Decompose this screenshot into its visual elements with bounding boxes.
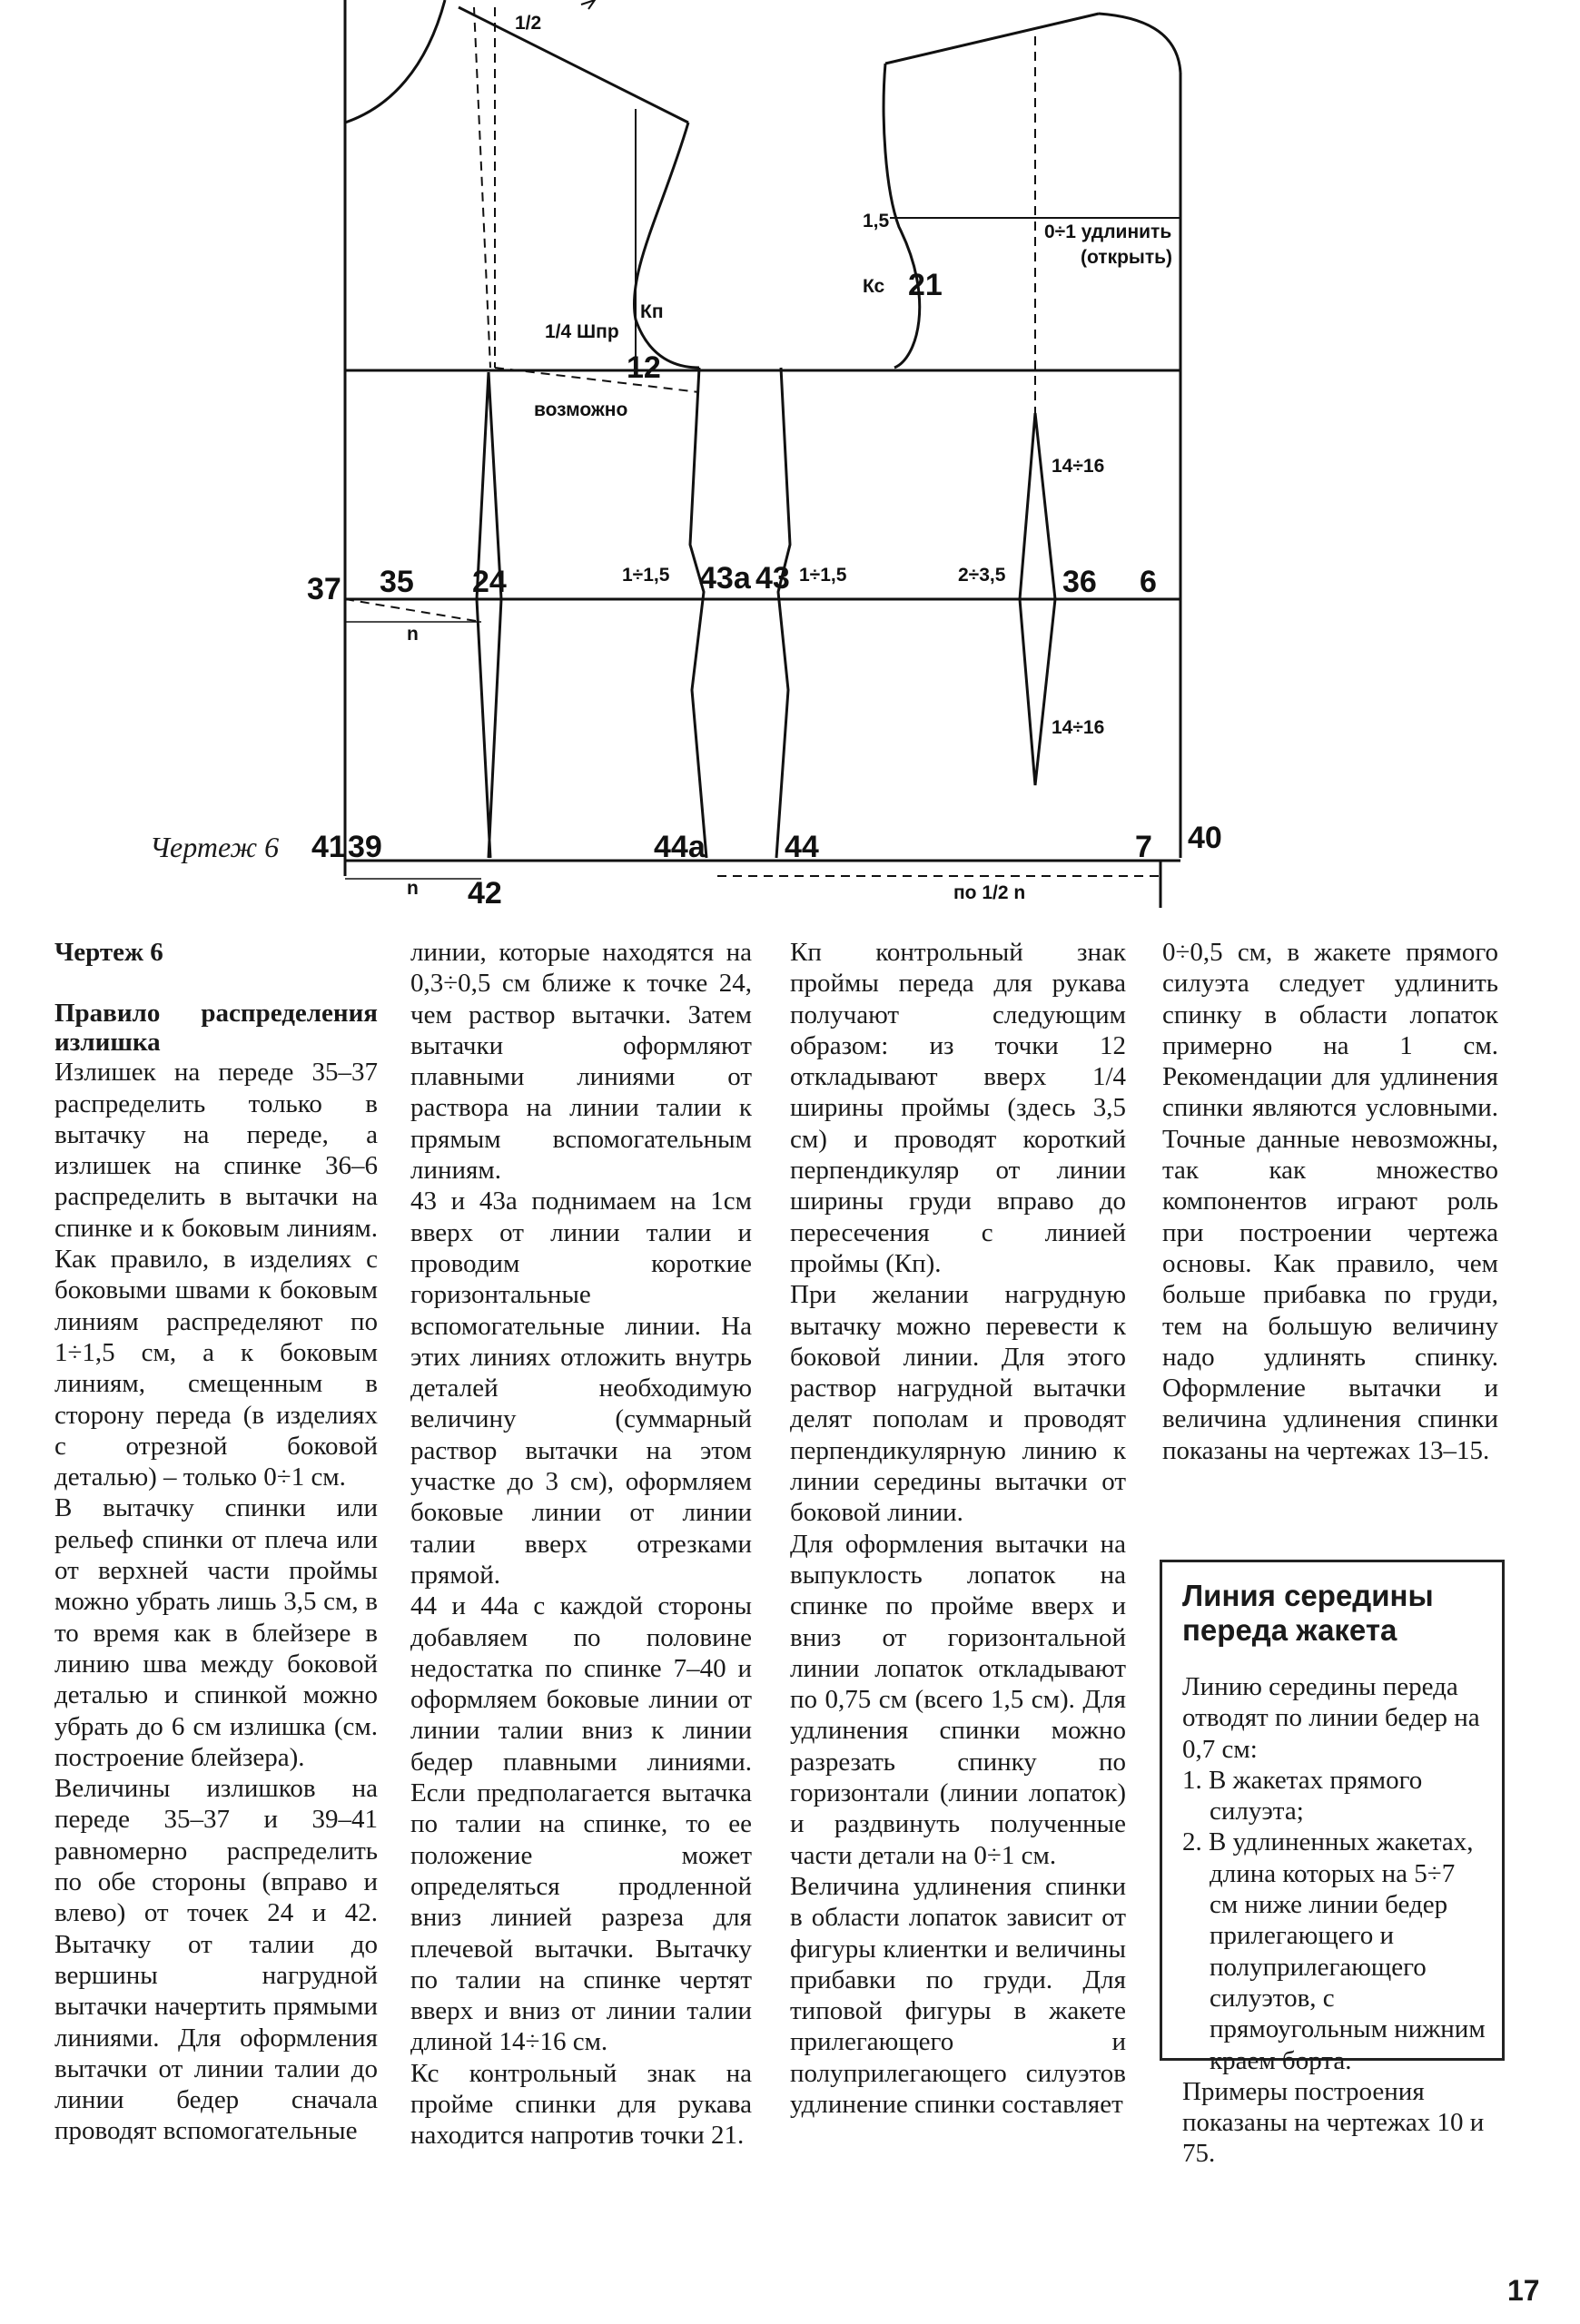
label-7: 7	[1135, 830, 1152, 864]
label-r1-left: 1÷1,5	[622, 565, 670, 586]
label-235: 2÷3,5	[958, 565, 1006, 586]
drawing-caption: Чертеж 6	[150, 831, 280, 863]
label-1416-top: 14÷16	[1052, 456, 1105, 477]
label-12: 12	[627, 350, 661, 385]
label-open: (открыть)	[1081, 247, 1173, 268]
page-number: 17	[1507, 2274, 1540, 2307]
label-40: 40	[1188, 821, 1222, 855]
sidebar-box	[1160, 1560, 1505, 2169]
label-43a: 43а	[699, 561, 751, 596]
label-ks: Кс	[863, 276, 885, 297]
paragraph: Излишек на переде 35–37 распределить только в вытачку на переде, а излишек на спинке 36–6 распределить в вытачки на спинке и к боковым линиям. Как правило, в изделиях с боковыми швами к боковым линиям распределяют по 1÷1,5 см, а к боковым линиям, смещенным в сторону переда (в изделиях с отрезной боковой деталью) – только 0÷1 см.	[54, 1058, 378, 1492]
list-item: 1. В жакетах прямого силуэта;	[1182, 1765, 1423, 1827]
label-24: 24	[472, 565, 507, 599]
label-possible: возможно	[534, 399, 628, 420]
paragraph: 43 и 43а поднимаем на 1см вверх от линии талии и проводим короткие горизонтальные вспомогательные линии. На этих линиях отложить внутрь деталей необходимую величину (суммарный раствор вытачки на этом участке до 3 см), оформляем боковые линии от линии талии вверх отрезками прямой.	[410, 1187, 752, 1590]
box-outro: Примеры построения показаны на чертежах 10 и 75.	[1182, 2076, 1485, 2169]
section-heading: Чертеж 6	[54, 938, 163, 967]
text-column-1	[54, 937, 378, 2147]
label-6: 6	[1140, 565, 1157, 599]
back-neck-curve	[1099, 14, 1180, 73]
paragraph: линии, которые находятся на 0,3÷0,5 см ближе к точке 24, чем раствор вытачки. Затем вытачки оформляют плавными линиями от раствора на линии талии к прямым вспомогательным линиям.	[410, 938, 752, 1186]
label-half-n: по 1/2 n	[953, 882, 1026, 903]
section-subheading: Правило распределения излишка	[54, 999, 378, 1058]
paragraph: 0÷0,5 см, в жакете прямого силуэта следует удлинить спинку в области лопаток примерно на 1 см. Рекомендации для удлинения спинки являются условными. Точные данные невозможны, так как множество компонентов играют роль при построении чертежа основы. Как правило, чем больше прибавка по груди, тем на большую величину надо удлинять спинку. Оформление вытачки и величина удлинения спинки показаны на чертежах 13–15.	[1162, 938, 1498, 1465]
paragraph: Величина удлинения спинки в области лопаток зависит от фигуры клиентки и величины прибавки по груди. Для типовой фигуры в жакете прилегающего и полуприлегающего силуэтов удлинение спинки составляет	[790, 1871, 1126, 2119]
label-43: 43	[755, 561, 790, 596]
paragraph: В вытачку спинки или рельеф спинки от плеча или от верхней части проймы можно убрать лишь 3,5 см, в то время как в блейзере в линию шва между боковой деталью и спинкой можно убрать до 6 см излишка (см. построение блейзера).	[54, 1493, 378, 1772]
front-dart	[477, 372, 501, 858]
box-list	[1182, 1765, 1486, 2076]
box-intro: Линию середины переда отводят по линии бедер на 0,7 см:	[1182, 1672, 1480, 1764]
label-half: 1/2	[515, 13, 542, 34]
label-37: 37	[307, 572, 341, 606]
label-36: 36	[1062, 565, 1097, 599]
label-21: 21	[908, 268, 943, 302]
paragraph: Кп контрольный знак проймы переда для рукава получают следующим образом: из точки 12 откладывают вверх 1/4 ширины проймы (здесь 3,5 см) и проводят короткий перпендикуляр от линии ширины груди вправо до пересечения с линией проймы (Кп).	[790, 938, 1126, 1278]
back-shoulder-line	[885, 14, 1099, 64]
paragraph: Для оформления вытачки на выпуклость лопаток на спинке по пройме вверх и вниз от горизонтальной линии лопаток откладывают по 0,75 см (всего 1,5 см). Для удлинения спинки можно разрезать спинку по горизонтали (линии лопаток) и раздвинуть полученные части детали на 0÷1 см.	[790, 1529, 1126, 1870]
paragraph: Величины излишков на переде 35–37 и 39–41 равномерно распределить по обе стороны (вправо и влево) от точек 24 и 42. Вытачку от талии до вершины нагрудной вытачки начертить прямыми линиями. Для оформления вытачки от линии талии до линии бедер сначала проводят вспомогательные	[54, 1774, 378, 2146]
label-extend: 0÷1 удлинить	[1044, 222, 1172, 242]
paragraph: 44 и 44а с каждой стороны добавляем по половине недостатка по спинке 7–40 и оформляем боковые линии от линии талии вниз к линии бедер плавными линиями. Если предполагается вытачка по талии на спинке, то ее положение может определяться продленной вниз линией разреза для плечевой вытачки. Вытачку по талии на спинке чертят вверх и вниз от линии талии длиной 14÷16 см.	[410, 1591, 752, 2057]
back-side-seam	[776, 368, 790, 858]
label-42: 42	[468, 876, 502, 911]
label-kp: Кп	[640, 301, 664, 322]
label-44a: 44а	[654, 830, 706, 864]
label-n-bottom: n	[407, 878, 419, 899]
text-column-2	[410, 937, 752, 2152]
label-quarter-shpr: 1/4 Шпр	[545, 321, 619, 342]
label-39: 39	[348, 830, 382, 864]
label-15: 1,5	[863, 211, 890, 231]
box-title: Линия середины переда жакета	[1182, 1579, 1434, 1647]
paragraph: Кс контрольный знак на пройме спинки для рукава находится напротив точки 21.	[410, 2058, 752, 2151]
front-armhole-curve	[634, 123, 699, 368]
front-neck-curve	[345, 0, 445, 123]
label-41: 41	[311, 830, 346, 864]
label-r1-right: 1÷1,5	[799, 565, 847, 586]
label-1416-bottom: 14÷16	[1052, 717, 1105, 738]
label-35: 35	[380, 565, 414, 599]
paragraph: При желании нагрудную вытачку можно перевести к боковой линии. Для этого раствор нагрудной вытачки делят пополам и проводят перпендикулярную линию к линии середины вытачки от боковой линии.	[790, 1280, 1126, 1528]
text-column-3	[790, 937, 1126, 2120]
front-side-seam	[690, 368, 706, 858]
list-item: 2. В удлиненных жакетах, длина которых на 5÷7 см ниже линии бедер прилегающего и полуприлегающего силуэтов, с прямоугольным нижним краем борта.	[1182, 1827, 1486, 2075]
label-44: 44	[785, 830, 819, 864]
front-shoulder-line	[459, 7, 688, 123]
text-column-4	[1162, 937, 1498, 1466]
label-n-top: n	[407, 624, 419, 645]
pattern-drawing	[0, 0, 1580, 917]
